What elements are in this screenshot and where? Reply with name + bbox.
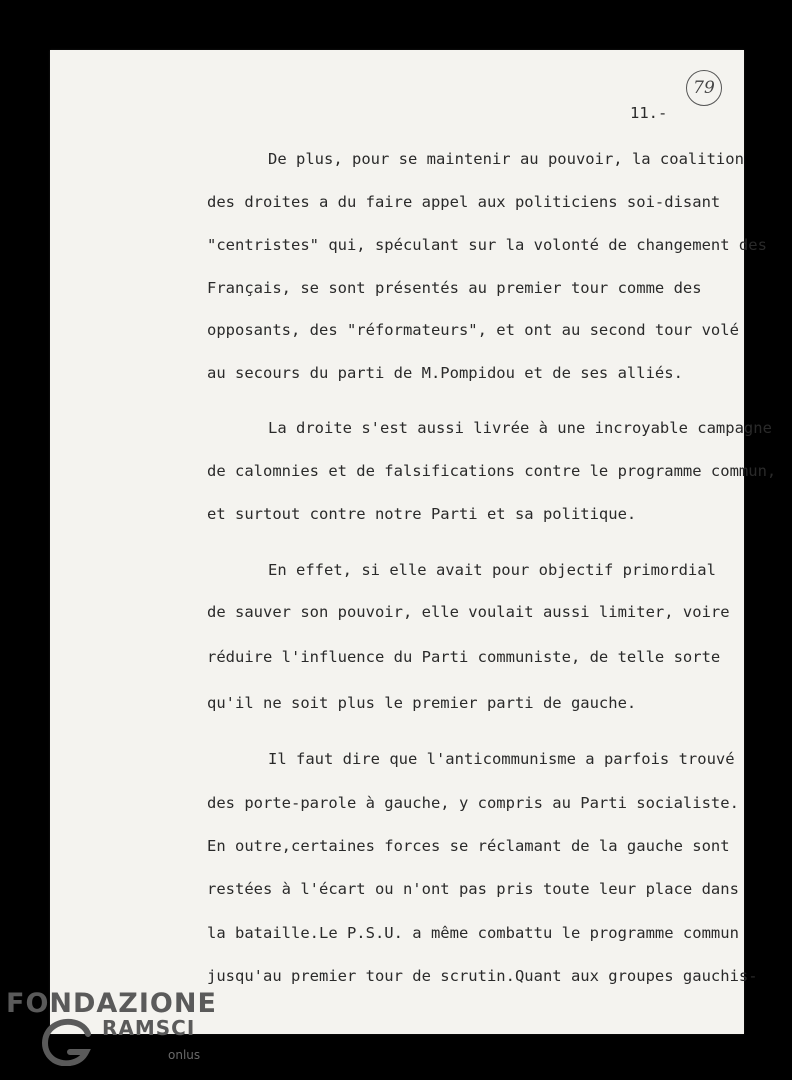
text-line: réduire l'influence du Parti communiste, de telle sorte: [207, 648, 721, 666]
text-line: de sauver son pouvoir, elle voulait aussi limiter, voire: [207, 603, 730, 621]
text-line: au secours du parti de M.Pompidou et de ses alliés.: [207, 364, 683, 382]
text-line: Français, se sont présentés au premier tour comme des: [207, 279, 702, 297]
text-line: En outre,certaines forces se réclamant de la gauche sont: [207, 837, 730, 855]
text-line: et surtout contre notre Parti et sa politique.: [207, 505, 637, 523]
watermark-line1: FONDAZIONE: [6, 988, 217, 1019]
text-line: qu'il ne soit plus le premier parti de gauche.: [207, 694, 637, 712]
text-line: opposants, des "réformateurs", et ont au second tour volé: [207, 321, 739, 339]
text-line: la bataille.Le P.S.U. a même combattu le programme commun: [207, 924, 739, 942]
text-line: "centristes" qui, spéculant sur la volonté de changement des: [207, 236, 767, 254]
text-line: de calomnies et de falsifications contre le programme commun,: [207, 462, 777, 480]
text-line: La droite s'est aussi livrée à une incroyable campagne: [268, 419, 772, 437]
text-line: De plus, pour se maintenir au pouvoir, la coalition: [268, 150, 744, 168]
page-number: 11.-: [630, 104, 668, 122]
text-line: des porte-parole à gauche, y compris au Parti socialiste.: [207, 794, 739, 812]
text-line: des droites a du faire appel aux politiciens soi-disant: [207, 193, 721, 211]
watermark-line3: onlus: [168, 1048, 201, 1062]
text-line: jusqu'au premier tour de scrutin.Quant aux groupes gauchis-: [207, 967, 758, 985]
watermark-line2: RAMSCI: [102, 1016, 196, 1040]
text-line: Il faut dire que l'anticommunisme a parfois trouvé: [268, 750, 735, 768]
text-line: En effet, si elle avait pour objectif primordial: [268, 561, 716, 579]
folio-stamp: 79: [686, 70, 722, 106]
text-line: restées à l'écart ou n'ont pas pris toute leur place dans: [207, 880, 739, 898]
watermark-logo: [6, 988, 217, 1068]
watermark-g-icon: [36, 1016, 96, 1066]
